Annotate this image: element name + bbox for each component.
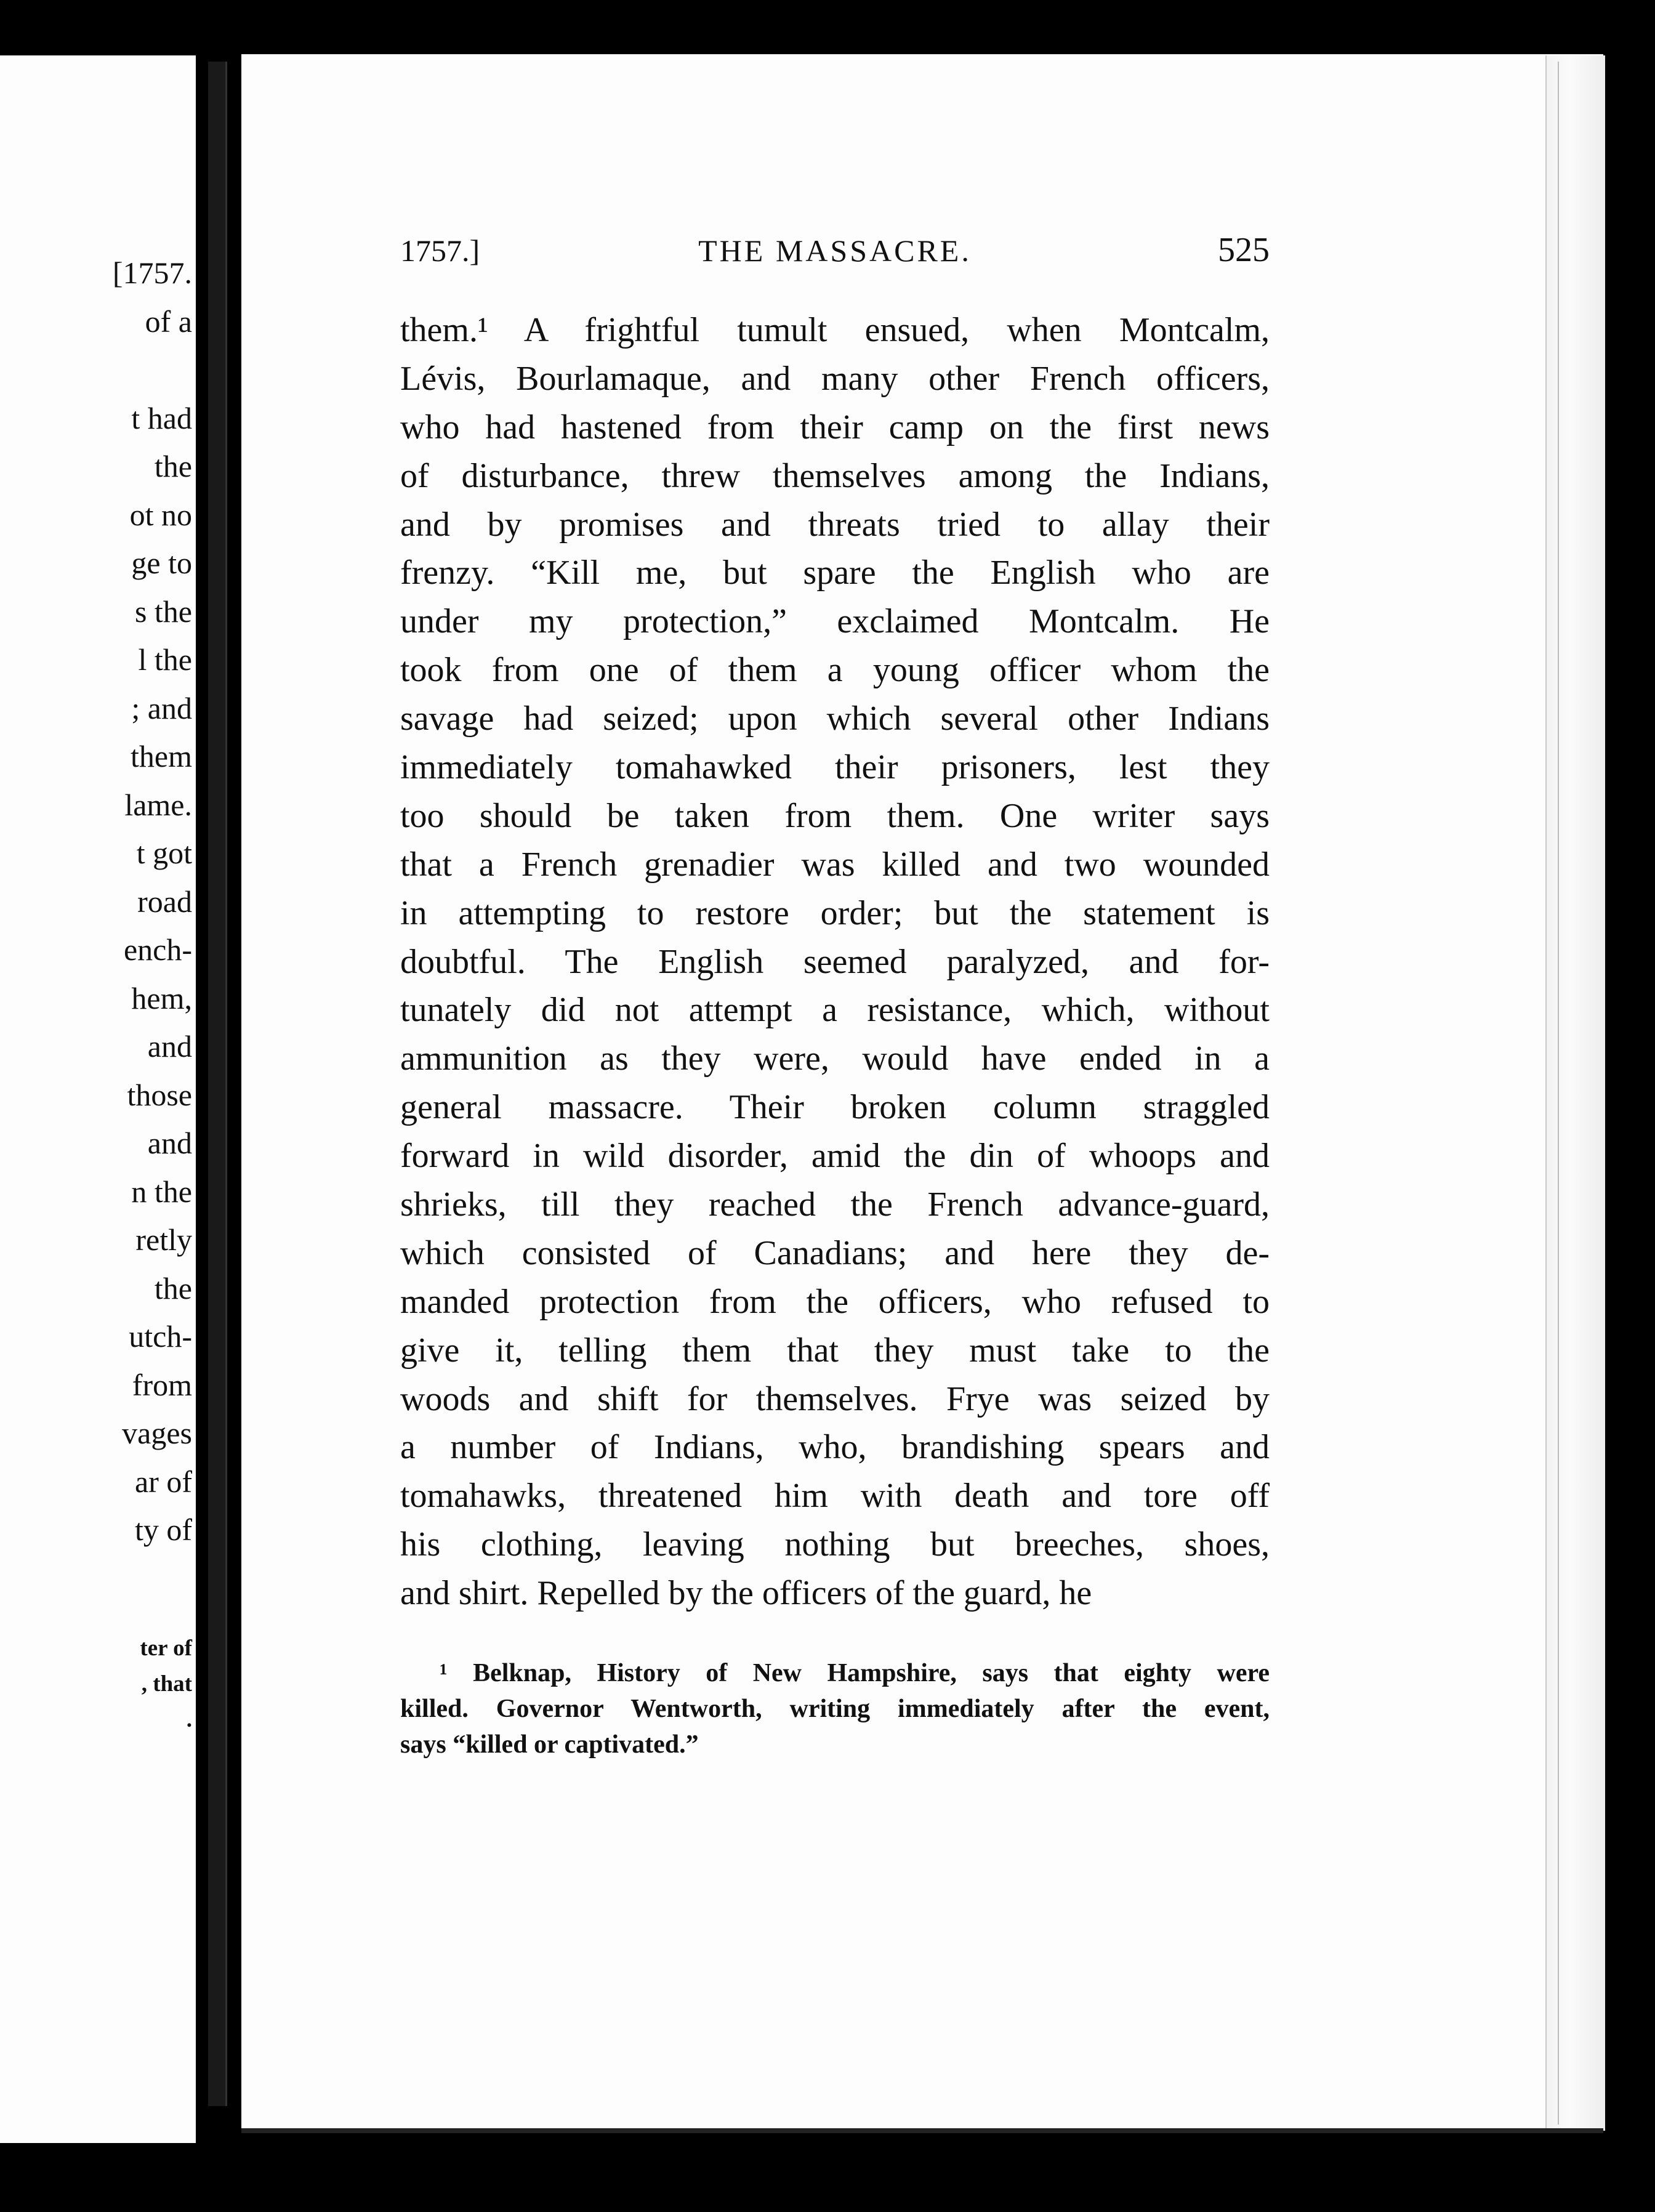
left-page-line: road (137, 884, 192, 919)
left-page-line: n the (131, 1174, 192, 1209)
left-footnote-line: ter of (140, 1636, 192, 1661)
left-page-line: retly (135, 1222, 192, 1257)
footnote-line: ¹ Belknap, History of New Hampshire, says that eighty were (440, 1659, 1270, 1687)
text-line: a number of Indians, who, brandishing spears and (400, 1428, 1270, 1467)
left-page-line: vages (122, 1416, 192, 1450)
left-page (0, 55, 196, 2143)
left-page-line: ty of (134, 1512, 192, 1547)
text-line: tunately did not attempt a resistance, which, without (400, 991, 1270, 1030)
left-page-line: ench- (123, 932, 192, 967)
text-line: them.¹ A frightful tumult ensued, when Montcalm, (400, 311, 1270, 349)
text-line: general massacre. Their broken column straggled (400, 1088, 1270, 1127)
page-number: 525 (1218, 231, 1270, 269)
text-line: of disturbance, threw themselves among the Indians, (400, 456, 1270, 495)
text-line: that a French grenadier was killed and two wounded (400, 845, 1270, 884)
left-page-line: and (147, 1126, 192, 1160)
left-page-line: them (131, 739, 192, 773)
text-line: give it, telling them that they must take to the (400, 1331, 1270, 1370)
left-page-line: t had (131, 400, 192, 435)
text-line: immediately tomahawked their prisoners, lest they (400, 748, 1270, 787)
text-line: forward in wild disorder, amid the din of whoops and (400, 1137, 1270, 1176)
text-line: tomahawks, threatened him with death and tore off (400, 1477, 1270, 1516)
text-line: doubtful. The English seemed paralyzed, and for- (400, 942, 1270, 981)
text-line: took from one of them a young officer whom the (400, 651, 1270, 690)
text-line: Lévis, Bourlamaque, and many other French officers, (400, 359, 1270, 398)
text-line: manded protection from the officers, who refused to (400, 1282, 1270, 1321)
left-footnote-line: . (186, 1707, 192, 1732)
left-page-line: ar of (135, 1464, 192, 1499)
page-edge-stack (1545, 55, 1605, 2131)
header-year: 1757.] (400, 233, 480, 268)
page-edge-line (1558, 62, 1559, 2125)
gutter-shadow (208, 62, 227, 2106)
header-title: THE MASSACRE. (698, 233, 972, 268)
text-line: frenzy. “Kill me, but spare the English who are (400, 554, 1270, 592)
left-page-line: from (132, 1367, 192, 1402)
left-page-line: t got (136, 836, 192, 870)
left-page-line: of a (145, 304, 192, 339)
left-page-line: ; and (131, 690, 192, 725)
left-page-line: s the (134, 594, 192, 629)
main-text-block (400, 306, 1270, 1618)
text-line: too should be taken from them. One writer says (400, 796, 1270, 835)
text-line: shrieks, till they reached the French advance-guard, (400, 1185, 1270, 1224)
text-line: which consisted of Canadians; and here they de- (400, 1233, 1270, 1272)
text-line: savage had seized; upon which several other Indians (400, 700, 1270, 738)
left-page-line: [1757. (112, 256, 192, 290)
left-page-line: l the (138, 642, 192, 677)
left-footnote-line: , that (141, 1671, 192, 1697)
footnote-line: killed. Governor Wentworth, writing immediately after the event, (400, 1695, 1270, 1723)
running-header (400, 233, 1270, 282)
text-line: under my protection,” exclaimed Montcalm. He (400, 602, 1270, 641)
text-line: and shirt. Repelled by the officers of the guard, he (400, 1574, 1092, 1613)
left-page-line: and (147, 1029, 192, 1064)
text-line: ammunition as they were, would have ended in a (400, 1039, 1270, 1078)
left-page-line: those (127, 1077, 192, 1112)
left-page-line: ge to (131, 546, 192, 580)
left-page-line: the (154, 1270, 192, 1306)
text-line: in attempting to restore order; but the statement is (400, 894, 1270, 932)
left-page-line: ot no (129, 497, 192, 532)
bottom-page-edge (241, 2128, 1603, 2133)
footnote-block (400, 1655, 1270, 1762)
left-page-line: hem, (131, 980, 192, 1015)
text-line: his clothing, leaving nothing but breeches, shoes, (400, 1525, 1270, 1564)
footnote-line: says “killed or captivated.” (400, 1730, 699, 1759)
text-line: who had hastened from their camp on the first news (400, 408, 1270, 446)
text-line: and by promises and threats tried to allay their (400, 505, 1270, 544)
text-line: woods and shift for themselves. Frye was seized by (400, 1379, 1270, 1418)
left-page-line: the (154, 449, 192, 483)
left-page-line: lame. (124, 787, 192, 822)
left-page-line: utch- (129, 1319, 192, 1354)
